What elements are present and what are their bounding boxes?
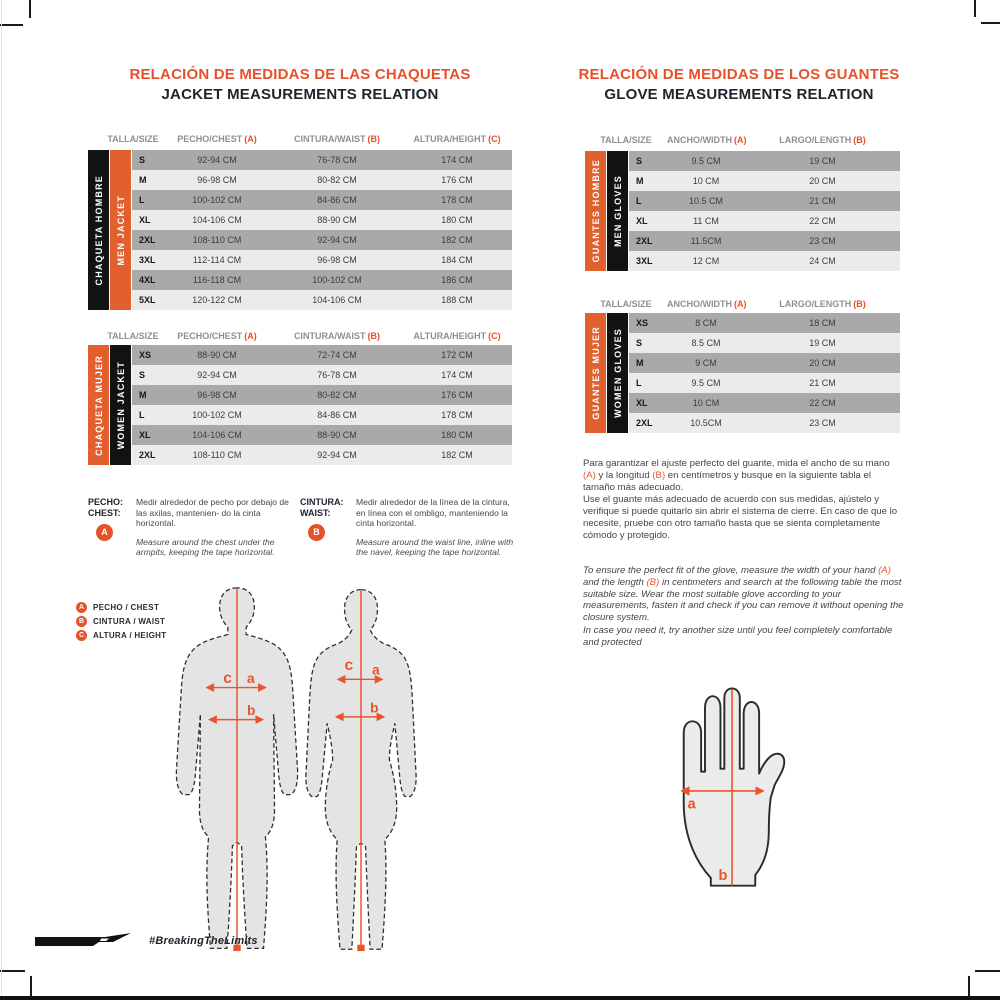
size-cell: M — [636, 358, 644, 368]
chest-ref-badge: A — [96, 524, 113, 541]
header-largo: LARGO/LENGTH (B) — [779, 135, 866, 145]
value-cell: 176 CM — [441, 175, 473, 185]
value-cell: 19 CM — [809, 156, 836, 166]
value-cell: 9 CM — [695, 358, 717, 368]
chest-definition-term: PECHO: CHEST: A — [88, 497, 123, 541]
female-body-diagram — [296, 586, 426, 952]
women-jacket-side-label-es: CHAQUETA MUJER — [88, 345, 109, 465]
value-cell: 96-98 CM — [317, 255, 357, 265]
crop-mark — [974, 0, 976, 17]
size-cell: M — [636, 176, 644, 186]
size-cell: XL — [139, 430, 151, 440]
value-cell: 104-106 CM — [192, 430, 242, 440]
crop-mark — [981, 22, 1000, 24]
size-cell: 3XL — [139, 255, 156, 265]
header-talla: TALLA/SIZE — [600, 299, 652, 309]
glove-title-es: RELACIÓN DE MEDIDAS DE LOS GUANTES — [578, 66, 900, 83]
legend-badge-a: A — [76, 602, 87, 613]
value-cell: 108-110 CM — [192, 450, 242, 460]
table-row — [629, 191, 900, 211]
value-cell: 180 CM — [441, 215, 473, 225]
table-row — [132, 250, 512, 270]
size-cell: S — [139, 155, 146, 165]
legend-item-height: C ALTURA / HEIGHT — [76, 630, 166, 641]
height-line-end — [357, 945, 364, 951]
jacket-title-es: RELACIÓN DE MEDIDAS DE LAS CHAQUETAS — [129, 66, 471, 83]
value-cell: 20 CM — [809, 358, 836, 368]
table-row — [132, 270, 512, 290]
women-gloves-table-header — [585, 299, 900, 309]
table-row — [629, 171, 900, 191]
table-row — [629, 353, 900, 373]
size-cell: 3XL — [636, 256, 653, 266]
table-row — [629, 211, 900, 231]
value-cell: 174 CM — [441, 155, 473, 165]
table-row — [132, 170, 512, 190]
value-cell: 92-94 CM — [317, 450, 357, 460]
value-cell: 186 CM — [441, 275, 473, 285]
table-row — [629, 231, 900, 251]
value-cell: 104-106 CM — [312, 295, 362, 305]
value-cell: 80-82 CM — [317, 390, 357, 400]
value-cell: 178 CM — [441, 195, 473, 205]
value-cell: 92-94 CM — [197, 155, 237, 165]
measurement-legend — [76, 602, 166, 644]
size-cell: S — [636, 156, 643, 166]
header-cintura: CINTURA/WAIST (B) — [294, 331, 380, 341]
glove-instructions-en: To ensure the perfect fit of the glove, measure the width of your hand (A) and the length (B) in centimeters and search at the following table the most suitable size. Wear the most suitable glove according to your measurements, fasten it and check if you can remove it without opening the closure system. In case you need it, try another size until you feel completely comfortable and protected — [583, 565, 904, 648]
women-jacket-table — [132, 345, 512, 465]
size-cell: M — [139, 175, 147, 185]
table-row — [629, 251, 900, 271]
value-cell: 96-98 CM — [197, 175, 237, 185]
value-cell: 188 CM — [441, 295, 473, 305]
header-talla: TALLA/SIZE — [107, 134, 159, 144]
value-cell: 184 CM — [441, 255, 473, 265]
glove-title-block — [575, 66, 903, 103]
waist-definition-term: CINTURA: WAIST: B — [300, 497, 344, 541]
value-cell: 180 CM — [441, 430, 473, 440]
size-cell: 2XL — [139, 235, 156, 245]
header-altura: ALTURA/HEIGHT (C) — [413, 134, 501, 144]
label-b: b — [247, 703, 256, 719]
value-cell: 11.5CM — [690, 236, 722, 246]
label-c: c — [223, 669, 232, 687]
table-row — [132, 445, 512, 465]
value-cell: 9.5 CM — [691, 156, 721, 166]
table-row — [629, 333, 900, 353]
value-cell: 8.5 CM — [691, 338, 721, 348]
glove-title-en: GLOVE MEASUREMENTS RELATION — [604, 86, 874, 103]
label-a: a — [687, 796, 696, 813]
value-cell: 76-78 CM — [317, 155, 357, 165]
chest-definition-desc: Medir alrededor de pecho por debajo de las axilas, mantenien- do la cinta horizontal. Measure around the chest under the armpits, keeping the tape horizontal. — [136, 497, 289, 557]
value-cell: 176 CM — [441, 390, 473, 400]
size-cell: L — [636, 378, 642, 388]
value-cell: 23 CM — [809, 236, 836, 246]
value-cell: 19 CM — [809, 338, 836, 348]
men-jacket-side-label-es: CHAQUETA HOMBRE — [88, 150, 109, 310]
table-row — [629, 393, 900, 413]
men-jacket-side-label-en: MEN JACKET — [110, 150, 131, 310]
value-cell: 96-98 CM — [197, 390, 237, 400]
legend-badge-c: C — [76, 630, 87, 641]
footer-hashtag: #BreakingTheLimits — [149, 935, 258, 947]
value-cell: 10 CM — [692, 176, 720, 186]
header-ancho: ANCHO/WIDTH (A) — [667, 299, 747, 309]
women-gloves-side-label-en: WOMEN GLOVES — [607, 313, 628, 433]
legend-item-chest: A PECHO / CHEST — [76, 602, 166, 613]
value-cell: 76-78 CM — [317, 370, 357, 380]
table-row — [132, 345, 512, 365]
table-row — [132, 385, 512, 405]
value-cell: 120-122 CM — [192, 295, 242, 305]
waist-ref-badge: B — [308, 524, 325, 541]
header-pecho: PECHO/CHEST (A) — [177, 331, 257, 341]
size-cell: 5XL — [139, 295, 156, 305]
value-cell: 92-94 CM — [197, 370, 237, 380]
men-gloves-table-header — [585, 135, 900, 145]
size-cell: L — [139, 410, 145, 420]
value-cell: 11 CM — [693, 216, 719, 226]
men-gloves-side-label-es: GUANTES HOMBRE — [585, 151, 606, 271]
value-cell: 21 CM — [809, 378, 836, 388]
value-cell: 88-90 CM — [317, 215, 357, 225]
header-cintura: CINTURA/WAIST (B) — [294, 134, 380, 144]
size-cell: XS — [636, 318, 649, 328]
value-cell: 88-90 CM — [317, 430, 357, 440]
label-b: b — [718, 867, 728, 884]
women-jacket-side-label-en: WOMEN JACKET — [110, 345, 131, 465]
hand-silhouette — [684, 688, 785, 885]
bottom-bar — [0, 996, 1000, 1000]
size-cell: XL — [636, 398, 648, 408]
men-jacket-table — [132, 150, 512, 310]
header-talla: TALLA/SIZE — [107, 331, 159, 341]
crop-mark — [0, 24, 23, 26]
value-cell: 92-94 CM — [317, 235, 357, 245]
value-cell: 182 CM — [441, 450, 473, 460]
footer — [35, 932, 258, 950]
value-cell: 72-74 CM — [317, 350, 357, 360]
value-cell: 8 CM — [695, 318, 717, 328]
men-gloves-side-label-en: MEN GLOVES — [607, 151, 628, 271]
label-a: a — [371, 662, 380, 678]
size-cell: XL — [636, 216, 648, 226]
value-cell: 10.5 CM — [688, 196, 723, 206]
value-cell: 116-118 CM — [192, 275, 242, 285]
table-row — [132, 230, 512, 250]
size-cell: S — [636, 338, 643, 348]
value-cell: 108-110 CM — [192, 235, 242, 245]
value-cell: 174 CM — [441, 370, 473, 380]
header-talla: TALLA/SIZE — [600, 135, 652, 145]
table-row — [629, 413, 900, 433]
hand-diagram — [676, 684, 792, 894]
value-cell: 22 CM — [809, 216, 836, 226]
crop-mark — [968, 976, 970, 996]
value-cell: 21 CM — [809, 196, 836, 206]
value-cell: 172 CM — [441, 350, 473, 360]
value-cell: 80-82 CM — [317, 175, 357, 185]
crop-mark — [975, 970, 1000, 972]
size-cell: 4XL — [139, 275, 156, 285]
table-row — [132, 365, 512, 385]
crop-mark — [30, 976, 32, 996]
value-cell: 100-102 CM — [192, 410, 242, 420]
value-cell: 20 CM — [809, 176, 836, 186]
brand-logo-icon — [35, 932, 139, 950]
table-row — [629, 313, 900, 333]
value-cell: 24 CM — [809, 256, 836, 266]
size-cell: 2XL — [139, 450, 156, 460]
size-cell: 2XL — [636, 236, 653, 246]
value-cell: 88-90 CM — [197, 350, 237, 360]
size-cell: XS — [139, 350, 152, 360]
male-body-diagram — [167, 586, 307, 952]
jacket-title-block — [88, 66, 512, 103]
value-cell: 9.5 CM — [691, 378, 721, 388]
page-edge-line — [1, 0, 2, 1000]
value-cell: 10.5CM — [690, 418, 722, 428]
value-cell: 22 CM — [809, 398, 836, 408]
value-cell: 112-114 CM — [192, 255, 242, 265]
value-cell: 12 CM — [692, 256, 720, 266]
table-row — [629, 151, 900, 171]
size-cell: 2XL — [636, 418, 653, 428]
waist-definition-desc: Medir alrededor de la línea de la cintura, en línea con el ombligo, manteniendo la cinta horizontal. Measure around the waist line, inline with the navel, keeping the tape horizontal. — [356, 497, 514, 557]
women-gloves-table — [629, 313, 900, 433]
value-cell: 178 CM — [441, 410, 473, 420]
size-cell: XL — [139, 215, 151, 225]
table-row — [132, 210, 512, 230]
header-largo: LARGO/LENGTH (B) — [779, 299, 866, 309]
men-gloves-table — [629, 151, 900, 271]
value-cell: 18 CM — [809, 318, 836, 328]
table-row — [132, 150, 512, 170]
table-row — [132, 190, 512, 210]
legend-badge-b: B — [76, 616, 87, 627]
value-cell: 10 CM — [692, 398, 720, 408]
table-row — [132, 405, 512, 425]
header-pecho: PECHO/CHEST (A) — [177, 134, 257, 144]
crop-mark — [29, 0, 31, 18]
size-cell: M — [139, 390, 147, 400]
label-b: b — [370, 700, 379, 716]
men-jacket-table-header — [104, 134, 512, 144]
table-row — [629, 373, 900, 393]
value-cell: 100-102 CM — [312, 275, 362, 285]
size-cell: L — [139, 195, 145, 205]
women-jacket-table-header — [104, 331, 512, 341]
jacket-title-en: JACKET MEASUREMENTS RELATION — [161, 86, 439, 103]
value-cell: 104-106 CM — [192, 215, 242, 225]
value-cell: 23 CM — [809, 418, 836, 428]
label-c: c — [344, 657, 354, 675]
value-cell: 84-86 CM — [317, 410, 357, 420]
value-cell: 100-102 CM — [192, 195, 242, 205]
size-cell: S — [139, 370, 146, 380]
value-cell: 182 CM — [441, 235, 473, 245]
legend-item-waist: B CINTURA / WAIST — [76, 616, 166, 627]
size-cell: L — [636, 196, 642, 206]
table-row — [132, 425, 512, 445]
label-a: a — [247, 670, 255, 686]
table-row — [132, 290, 512, 310]
women-gloves-side-label-es: GUANTES MUJER — [585, 313, 606, 433]
value-cell: 84-86 CM — [317, 195, 357, 205]
header-ancho: ANCHO/WIDTH (A) — [667, 135, 747, 145]
glove-instructions-es: Para garantizar el ajuste perfecto del guante, mida el ancho de su mano (A) y la longitud (B) en centímetros y busque en la siguiente tabla el tamaño más adecuado. Use el guante más adecuado de acuerdo con sus medidas, ajústelo y verifique si puede quitarlo sin abrir el sistema de cierre. En caso de que lo necesite, pruebe con otro tamaño hasta que se sienta completamente cómodo y protegido. — [583, 458, 898, 541]
crop-mark — [0, 970, 25, 972]
header-altura: ALTURA/HEIGHT (C) — [413, 331, 501, 341]
